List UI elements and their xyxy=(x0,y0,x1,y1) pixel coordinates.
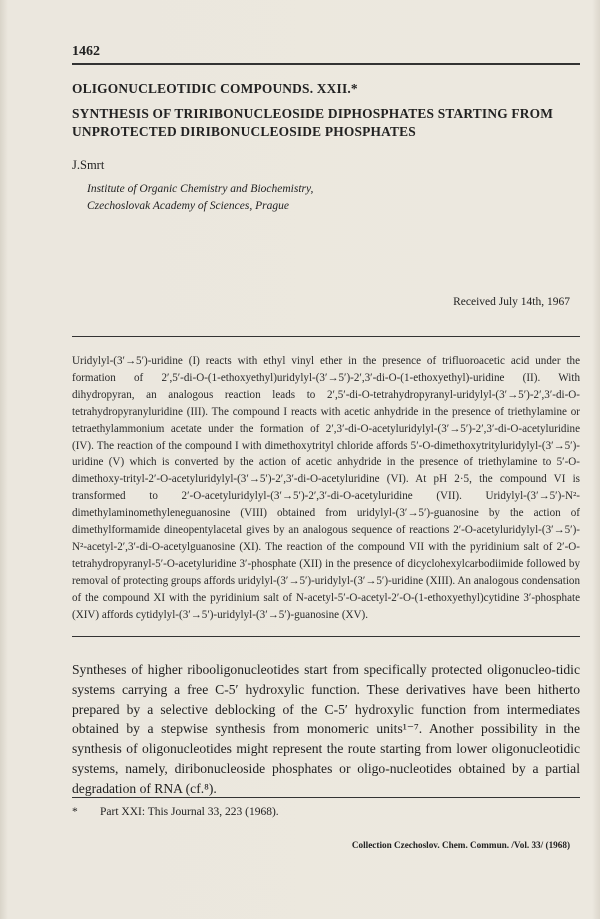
affiliation-line-1: Institute of Organic Chemistry and Biochemistry, xyxy=(87,183,314,195)
author: J.Smrt xyxy=(72,158,105,172)
body-paragraph: Syntheses of higher ribooligonucleotides start from specifically protected oligonucleo-tidic systems carrying a free C-5′ hydroxylic function. These derivatives have been hitherto prepared by a selective deblocking of the C-5′ hydroxylic function from intermediates obtained by a stepwise synthesis from monomeric units¹⁻⁷. Another possibility in the synthesis of oligonucleotides might represent the route starting from lower oligonucleotidic systems, namely, diribonucleoside phosphates or oligo-nucleotides obtained by a partial degradation of RNA (cf.⁸). xyxy=(72,662,580,796)
series-title: OLIGONUCLEOTIDIC COMPOUNDS. XXII.* xyxy=(72,81,358,96)
footnote-mark: * xyxy=(72,806,78,818)
abstract: Uridylyl-(3′→5′)-uridine (I) reacts with ethyl vinyl ether in the presence of trifluoroacetic acid under the formation of 2′,5′-di-O-(1-ethoxyethyl)uridylyl-(3′→5′)-2′,3′-di-O-(1-ethoxyethyl)-uridine (II). With dihydropyran, an analogous reaction leads to 2′,5′-di-O-tetrahydropyranyl-uridylyl-(3′→5′)-2′,3′-di-O-tetrahydropyranyluridine (III). The compound I reacts with acetic anhydride in the presence of triethylamine or tetraethylammonium acetate under the formation of 2′,3′-di-O-acetyluridylyl-(3′→5′)-2′,3′-di-O-acetyluridine (IV). The reaction of the compound I with dimethoxytrityl chloride affords 5′-O-dimethoxytrityluridylyl-(3′→5′)-uridine (V) which is converted by the action of acetic anhydride in the presence of triethylamine to 5′-O-dimethoxy-trityl-2′-O-acetyluridylyl-(3′→5′)-2′,3′-di-O-acetyluridine (VI). At pH 2·5, the compound VI is transformed to 2′-O-acetyluridylyl-(3′→5′)-2′,3′-di-O-acetyluridine (VII). Uridylyl-(3′→5′)-N²-dimethylaminomethyleneguanosine (VIII) obtained from uridylyl-(3′→5′)-guanosine by the action of dimethylformamide dineopentylacetal gives by an analogous sequence of reactions 2′-O-acetyluridylyl-(3′→5′)-N²-acetyl-2′,3′-di-O-acetylguanosine (XI). The reaction of the compound VII with the pyridinium salt of 2′-O-tetrahydropyranyl-5′-O-acetyluridine 3′-phosphate (XII) in the presence of dicyclohexylcarbodiimide followed by removal of protecting groups affords uridylyl-(3′→5′)-uridylyl-(3′→5′)-uridine (XIII). An analogous condensation of the compound XI with the pyridinium salt of N-acetyl-5′-O-acetyl-2′-O-(1-ethoxyethyl)cytidine 3′-phosphate (XIV) affords cytidylyl-(3′→5′)-uridylyl-(3′→5′)-guanosine (XV). xyxy=(72,355,580,621)
header-rule xyxy=(72,63,580,65)
page-number: 1462 xyxy=(72,44,100,59)
abstract-bottom-rule xyxy=(72,636,580,637)
affiliation-line-2: Czechoslovak Academy of Sciences, Prague xyxy=(87,199,289,212)
footnote-text: Part XXI: This Journal 33, 223 (1968). xyxy=(100,806,279,818)
received-date: Received July 14th, 1967 xyxy=(453,296,570,308)
footnote xyxy=(72,806,279,818)
journal-footer: Collection Czechoslov. Chem. Commun. /Vol. 33/ (1968) xyxy=(351,840,570,850)
footnote-rule xyxy=(72,797,580,798)
article-title: SYNTHESIS OF TRIRIBONUCLEOSIDE DIPHOSPHATES STARTING FROM UNPROTECTED DIRIBONUCLEOSIDE PHOSPHATES xyxy=(72,106,554,139)
affiliation xyxy=(87,181,313,214)
abstract-top-rule xyxy=(72,336,580,337)
